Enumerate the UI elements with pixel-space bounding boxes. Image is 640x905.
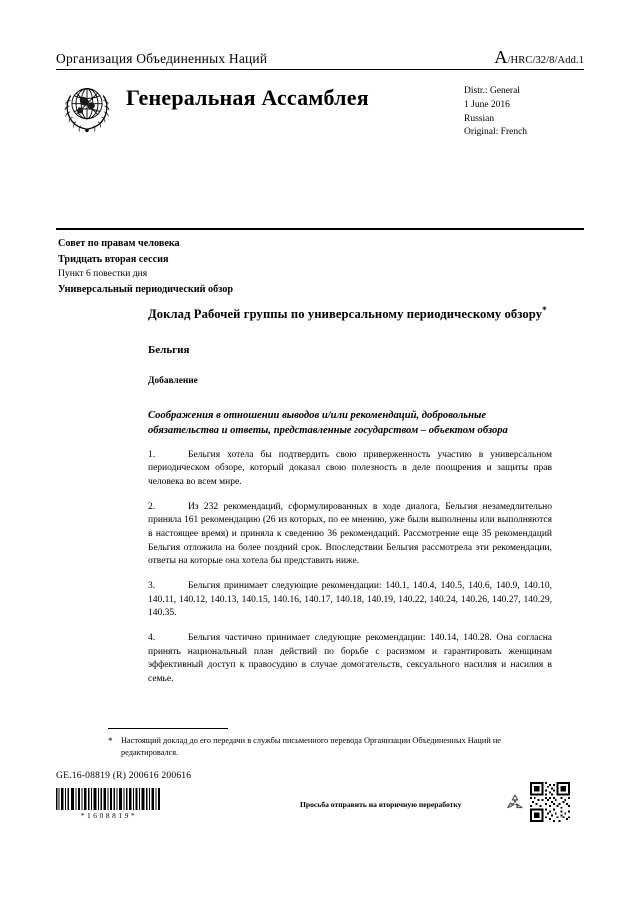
- un-emblem: [58, 77, 116, 135]
- paragraph-number: 3.: [148, 581, 156, 591]
- paragraph-3: [148, 580, 552, 621]
- paragraph-1: [148, 449, 552, 490]
- session-number: Тридцать вторая сессия: [58, 253, 169, 265]
- document-symbol: [494, 48, 584, 66]
- paragraph-number: 4.: [148, 633, 156, 644]
- recycle-note: Просьба отправить на вторичную переработку: [300, 800, 462, 809]
- masthead-divider: [56, 69, 584, 70]
- paragraph-text: Бельгия хотела бы подтвердить свою приверженность участию в универсальном периодическом обзоре, который доказал свою полезность в деле поощрения и защиты прав человека во всем мире.: [148, 449, 552, 487]
- footnote-divider: [108, 728, 228, 729]
- distribution-line: Distr.: General: [464, 86, 520, 96]
- assembly-title: Генеральная Ассамблея: [126, 85, 369, 110]
- paragraph-4: [148, 632, 552, 687]
- distribution-language: Russian: [464, 113, 495, 124]
- session-info: [58, 236, 478, 297]
- agenda-item: Пункт 6 повестки дня: [58, 268, 148, 279]
- header-body-separator: [56, 228, 584, 230]
- paragraph-number: 2.: [148, 501, 156, 512]
- paragraph-text: Бельгия принимает следующие рекомендации: 140.1, 140.4, 140.5, 140.6, 140.9, 140.10, 140.11, 140.12, 140.13, 140.15, 140.16, 140.17, 140.18, 140.19, 140.22, 140.24, 140.26, 140.27, 140.29, 140.35.: [148, 581, 552, 619]
- distribution-original: Original: French: [464, 127, 528, 138]
- barcode-text: *1608819*: [80, 811, 138, 820]
- masthead-top-row: [56, 48, 584, 67]
- distribution-date: 1 June 2016: [464, 99, 510, 110]
- qr-code: [530, 782, 570, 822]
- masthead-body-row: [56, 77, 584, 140]
- document-symbol-rest: /HRC/32/8/Add.1: [507, 55, 584, 66]
- barcode: [56, 788, 162, 820]
- paragraph-number: 1.: [148, 449, 156, 460]
- document-symbol-prefix: A: [494, 47, 508, 67]
- recycle-icon: [504, 792, 526, 814]
- paragraph-2: [148, 501, 552, 569]
- paragraph-text: Бельгия частично принимает следующие рекомендации: 140.14, 140.28. Она согласна принять национальный план действий по борьбе с расизмом и гарантировать женщинам эффективный доступ к правосудию в случае домогательств, сексуального насилия и насилия в семье.: [148, 633, 552, 685]
- title-footnote-mark: *: [542, 305, 547, 315]
- section-title: Соображения в отношении выводов и/или рекомендаций, добровольные обязательства и ответы, представленные государством – объектом обзора: [148, 409, 508, 436]
- review-type: Универсальный периодический обзор: [58, 283, 234, 295]
- masthead: [56, 48, 584, 140]
- job-number: GE.16-08819 (R) 200616 200616: [56, 770, 192, 781]
- council-name: Совет по правам человека: [58, 238, 180, 249]
- footnote: [108, 735, 558, 760]
- footnote-mark: *: [108, 736, 113, 746]
- country-name: Бельгия: [148, 343, 190, 356]
- document-content: [148, 304, 552, 687]
- addendum-label: Добавление: [148, 375, 198, 386]
- page-title: [148, 304, 552, 324]
- paragraph-text: Из 232 рекомендаций, сформулированных в ходе диалога, Бельгия незамедлительно приняла 161 рекомендацию (26 из которых, по ее мнению, уже были выполнены или выполняются в настоящее время) и приняла к сведению 36 рекомендаций. Рассмотрение еще 35 рекомендаций Бельгия отложила на более поздний срок. Впоследствии Бельгия рассмотрела эти рекомендации, ответы на которые она хотела бы представить ниже.: [148, 501, 552, 567]
- organization-name: Организация Объединенных Наций: [56, 51, 268, 66]
- distribution-block: [464, 85, 584, 140]
- page-title-text: Доклад Рабочей группы по универсальному периодическому обзору: [148, 307, 543, 322]
- footnote-text: Настоящий доклад до его передачи в службы письменного перевода Организации Объединенных Наций не редактировался.: [121, 736, 501, 758]
